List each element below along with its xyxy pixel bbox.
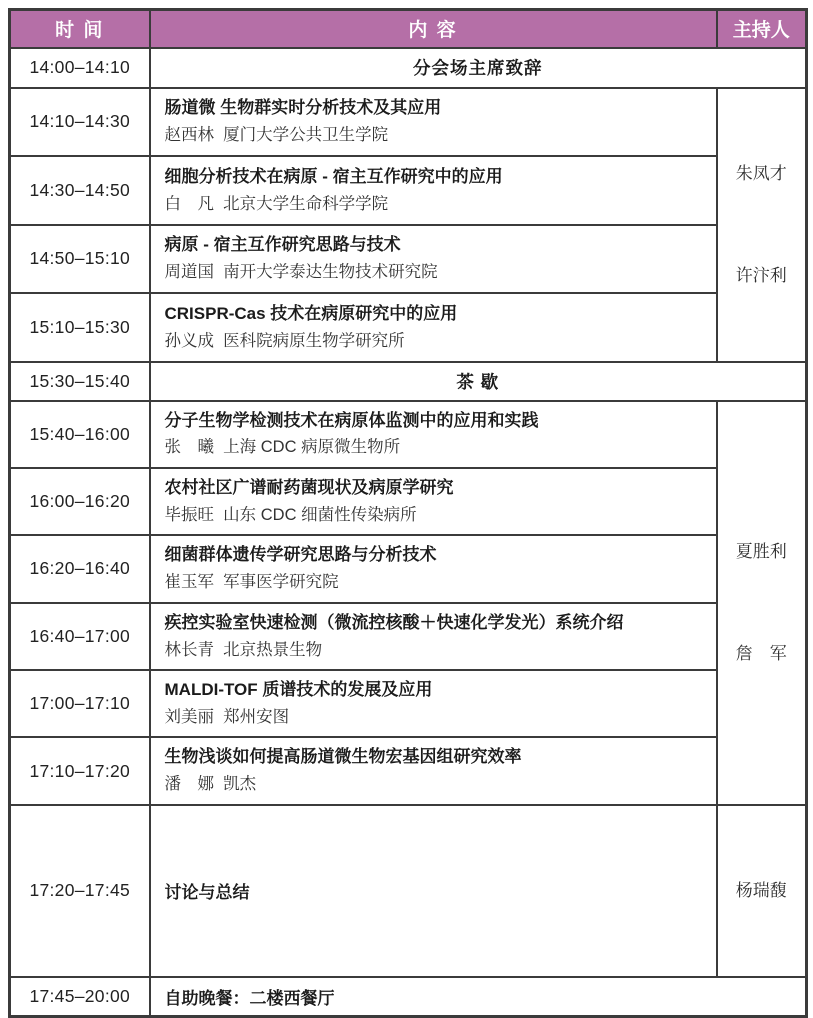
col-header-content: 内 容 (150, 10, 717, 48)
talk-cell (150, 225, 717, 294)
talk-speaker: 林长青 北京热景生物 (164, 640, 323, 659)
table-row (10, 362, 807, 401)
talk-title: 生物浅谈如何提高肠道微生物宏基因组研究效率 (164, 747, 522, 767)
time-cell: 16:00–16:20 (10, 468, 150, 535)
table-row (10, 88, 807, 157)
header-row (10, 10, 807, 48)
talk-title: 肠道微 生物群实时分析技术及其应用 (164, 98, 442, 118)
talk-cell (150, 670, 717, 737)
table-row (10, 737, 807, 804)
talk-title: 细胞分析技术在病原 - 宿主互作研究中的应用 (164, 166, 503, 186)
tea-break-cell: 茶 歇 (150, 362, 807, 401)
table-row (10, 293, 807, 362)
table-row (10, 401, 807, 468)
moderator-name: 詹 军 (735, 643, 787, 663)
talk-title: MALDI-TOF 质谱技术的发展及应用 (164, 680, 433, 699)
talk-title: 农村社区广谱耐药菌现状及病原学研究 (164, 477, 454, 497)
table-row (10, 535, 807, 602)
talk-cell (150, 603, 717, 670)
col-header-moderator: 主持人 (717, 10, 807, 48)
time-cell: 15:30–15:40 (10, 362, 150, 401)
talk-speaker: 潘 娜 凯杰 (164, 775, 257, 794)
moderator-name: 杨瑞馥 (735, 880, 787, 900)
time-cell: 15:40–16:00 (10, 401, 150, 468)
talk-cell (150, 293, 717, 362)
talk-title: 疾控实验室快速检测（微流控核酸＋快速化学发光）系统介绍 (164, 612, 624, 632)
moderator-name: 朱凤才 (735, 163, 787, 183)
talk-title: 病原 - 宿主互作研究思路与技术 (164, 235, 401, 255)
time-cell: 16:20–16:40 (10, 535, 150, 602)
table-row (10, 156, 807, 225)
talk-speaker: 赵西林 厦门大学公共卫生学院 (164, 126, 389, 144)
col-header-time: 时 间 (10, 10, 150, 48)
moderator-cell (717, 805, 807, 977)
talk-speaker: 毕振旺 山东 CDC 细菌性传染病所 (164, 505, 417, 524)
talk-cell (150, 737, 717, 804)
talk-speaker: 周道国 南开大学泰达生物技术研究院 (164, 263, 438, 281)
time-cell: 14:10–14:30 (10, 88, 150, 157)
talk-speaker: 白 凡 北京大学生命科学学院 (164, 194, 389, 213)
time-cell: 14:30–14:50 (10, 156, 150, 225)
talk-title: CRISPR-Cas 技术在病原研究中的应用 (164, 303, 458, 323)
time-cell: 17:00–17:10 (10, 670, 150, 737)
session-opening-cell: 分会场主席致辞 (150, 48, 807, 88)
talk-cell (150, 468, 717, 535)
table-row (10, 977, 807, 1017)
talk-speaker: 孙义成 医科院病原生物学研究所 (164, 331, 405, 350)
time-cell: 14:00–14:10 (10, 48, 150, 88)
table-row (10, 225, 807, 294)
moderator-name: 许汴利 (735, 265, 787, 285)
discussion-cell: 讨论与总结 (150, 805, 717, 977)
talk-speaker: 张 曦 上海 CDC 病原微生物所 (164, 438, 401, 457)
talk-speaker: 崔玉军 军事医学研究院 (164, 573, 339, 592)
time-cell: 17:10–17:20 (10, 737, 150, 804)
talk-cell (150, 88, 717, 157)
talk-cell (150, 156, 717, 225)
time-cell: 15:10–15:30 (10, 293, 150, 362)
time-cell: 17:20–17:45 (10, 805, 150, 977)
moderator-name: 夏胜利 (735, 541, 787, 561)
table-row (10, 468, 807, 535)
table-row (10, 603, 807, 670)
table-row (10, 48, 807, 88)
moderator-cell (717, 88, 807, 362)
time-cell: 14:50–15:10 (10, 225, 150, 294)
time-cell: 16:40–17:00 (10, 603, 150, 670)
session-schedule-table (8, 8, 808, 1018)
moderator-cell (717, 401, 807, 805)
talk-cell (150, 401, 717, 468)
talk-speaker: 刘美丽 郑州安图 (164, 707, 290, 726)
time-cell: 17:45–20:00 (10, 977, 150, 1017)
table-row (10, 670, 807, 737)
table-row (10, 805, 807, 977)
talk-title: 细菌群体遗传学研究思路与分析技术 (164, 545, 437, 565)
talk-title: 分子生物学检测技术在病原体监测中的应用和实践 (164, 410, 539, 430)
dinner-cell: 自助晚餐：二楼西餐厅 (150, 977, 807, 1017)
talk-cell (150, 535, 717, 602)
